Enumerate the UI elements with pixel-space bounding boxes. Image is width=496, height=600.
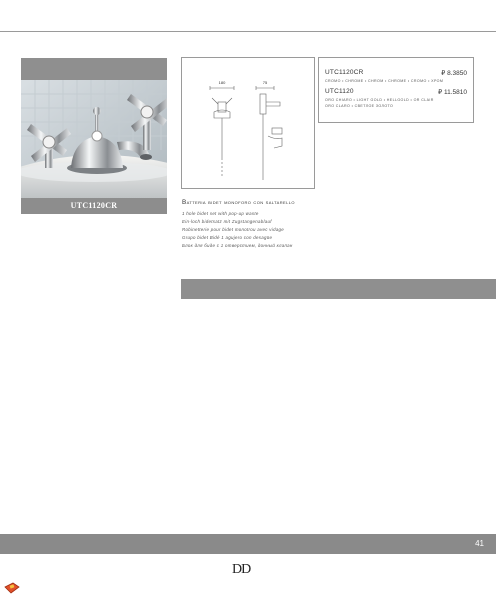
finish-text: CROMO • CHROME • CHROM • CHROME • CROMO • ХРОМ <box>325 79 444 83</box>
price-row <box>325 88 467 95</box>
dim-right: 75 <box>262 80 268 85</box>
product-photo <box>21 80 167 198</box>
finish-text: ORO CLARO • СВЕТЛОЕ ЗОЛОТО <box>325 104 394 108</box>
product-price: ₽ 11.5810 <box>438 89 467 96</box>
brand-logo: DD <box>232 562 251 577</box>
footer-bar <box>0 534 496 554</box>
photo-caption: UTC1120CR <box>21 198 167 214</box>
section-divider-bar <box>181 279 496 299</box>
photo-header-bar <box>21 58 167 80</box>
product-code: UTC1120 <box>325 88 354 95</box>
product-price: ₽ 8.3850 <box>441 70 467 77</box>
top-rule <box>0 31 496 32</box>
price-row <box>325 69 467 76</box>
technical-drawing <box>181 57 315 189</box>
dim-left: 180 <box>218 80 226 85</box>
price-box <box>318 57 474 123</box>
description-line: Ein-loch bidetsatz mit Zugstangenablauf <box>182 219 272 224</box>
product-title: Batteria bidet monoforo con saltarello <box>182 199 295 206</box>
description-line: Robinetterie pour bidet monotrou avec vidage <box>182 227 285 232</box>
description-line: 1 hole bidet set with pop-up waste <box>182 211 259 216</box>
tag-icon[interactable] <box>4 581 20 599</box>
finish-text: ORO CHIARO • LIGHT GOLD • HELLGOLD • OR CLAIR <box>325 98 434 102</box>
product-code: UTC1120CR <box>325 69 364 76</box>
page-number: 41 <box>475 539 484 548</box>
description-line: Блок для биде с 1 отверстием, донный клапан <box>182 243 293 248</box>
description-line: Grupo bidet Bidé 1 agujero con desagüe <box>182 235 273 240</box>
